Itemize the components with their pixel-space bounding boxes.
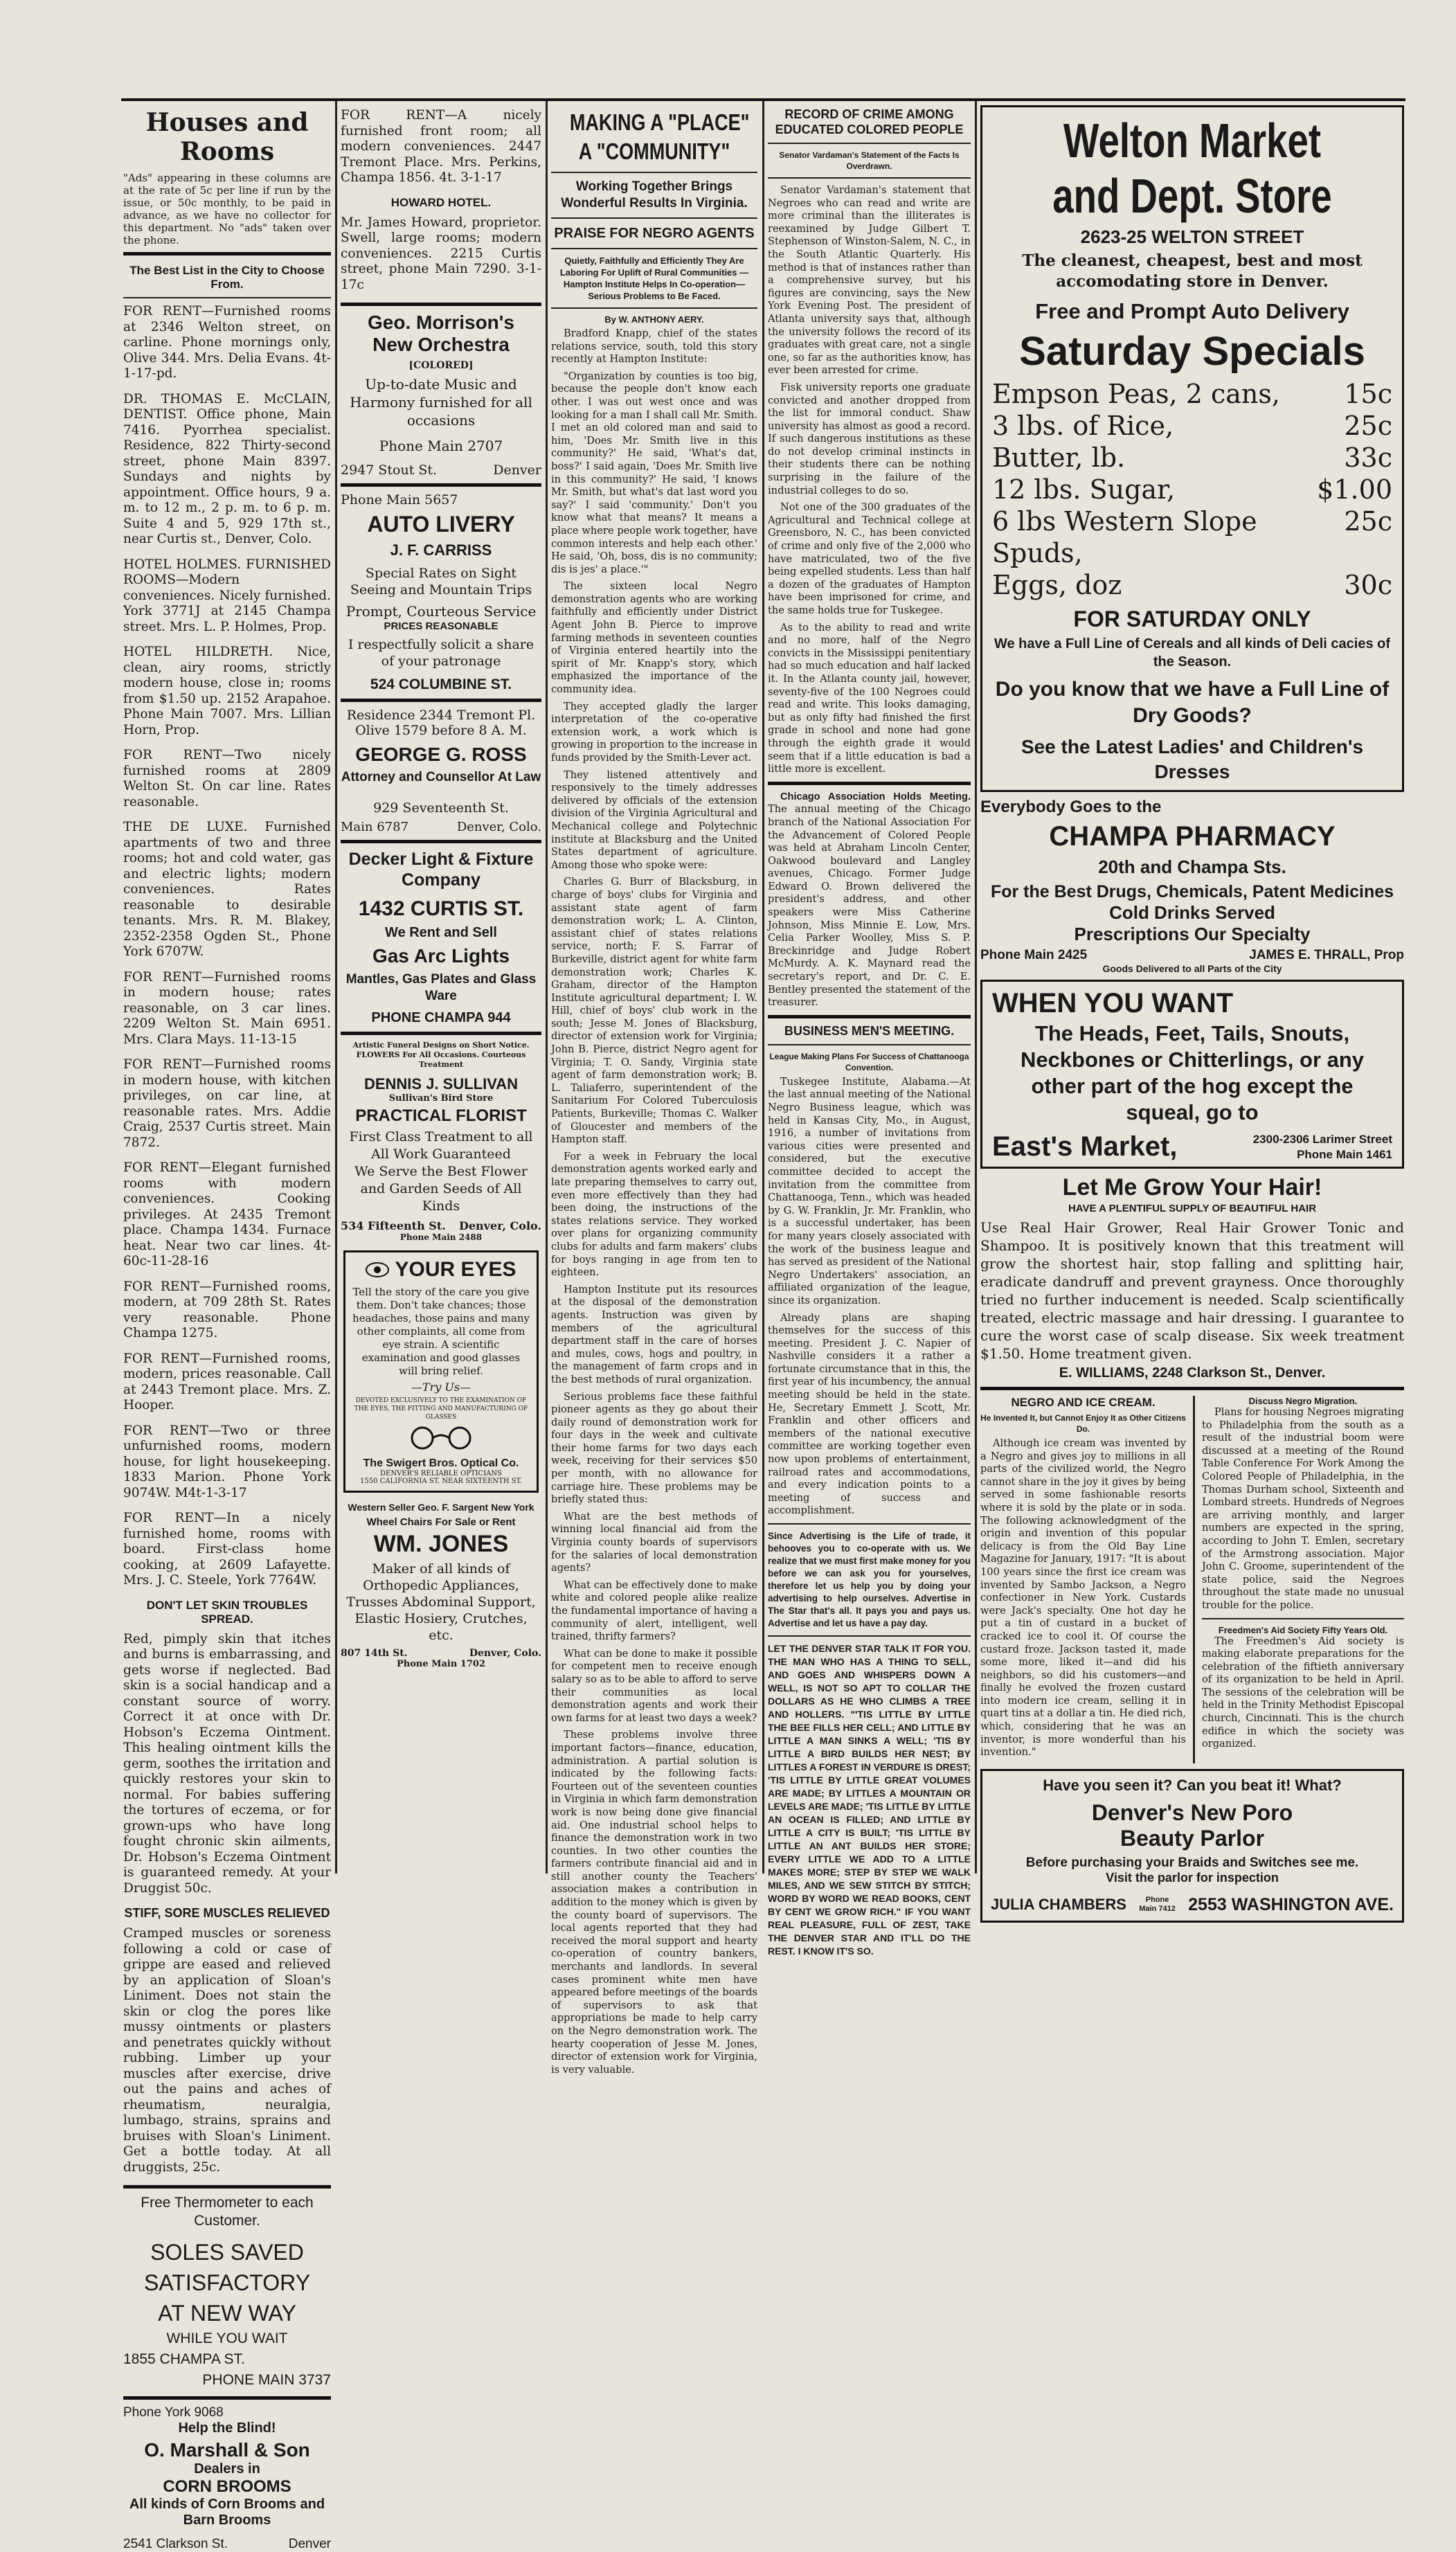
- column-news: [768, 104, 971, 1957]
- listing: HOTEL HOLMES. FURNISHED ROOMS—Modern conveniences. Nicely furnished. York 3771J at 2145 Champa street. Mrs. L. P. Holmes, Prop.: [123, 557, 331, 634]
- champa-phone: Phone Main 2425: [980, 948, 1088, 962]
- decker-line1: We Rent and Sell: [385, 925, 497, 940]
- item-name: 6 lbs Western Slope Spuds,: [992, 506, 1257, 568]
- welton-saturday: FOR SATURDAY ONLY: [1073, 606, 1311, 631]
- marshall-corn: CORN BROOMS: [163, 2477, 291, 2496]
- listing: THE DE LUXE. Furnished apartments of two and three rooms; hot and cold water, gas and electric lights; modern conveniences. Rates reasonable to desirable tenants. Mrs. R. M. Blakey, 2352-2358 Ogden St., Phone York 6707W.: [123, 820, 331, 959]
- poro-ad: [980, 1769, 1404, 1923]
- advert-note: Since Advertising is the Life of trade, it behooves you to co-operate with us. We realize that we must first make money for you before we can ask you for yourselves, therefore let us help you by doing your advertising to help ourselves. Advertise in The Star that's all. It pays you and pays us. Advertise and let us have a pay day.: [768, 1531, 971, 1628]
- rent-top: FOR RENT—A nicely furnished front room; all modern conveniences. 2447 Tremont Place. Mrs. Perkins, Champa 1856. 4t. 3-1-17: [341, 108, 541, 185]
- ross-title: Attorney and Counsellor At Law: [341, 770, 541, 784]
- marshall-addr: 2541 Clarkson St.: [123, 2537, 228, 2551]
- livery-line1: Special Rates on Sight Seeing and Mountain Trips: [350, 566, 532, 597]
- houses-intro: "Ads" appearing in these columns are at the rate of 5c per line if run by the issue, or 50c monthly, to be paid in advance, as we have no collector for this department. No "ads" taken over the phone.: [123, 172, 331, 246]
- eyes-devoted: DEVOTED EXCLUSIVELY TO THE EXAMINATION OF THE EYES, THE FITTING AND MANUFACTURING OF GLASSES: [354, 1397, 528, 1421]
- morrison-name2: New Orchestra: [372, 334, 510, 355]
- listing-group: [123, 304, 331, 1589]
- eyes-sub: DENVER'S RELIABLE OPTICIANS: [380, 1470, 502, 1477]
- decker-line3: Mantles, Gas Plates and Glass Ware: [345, 972, 537, 1003]
- ross-name: GEORGE G. ROSS: [355, 744, 527, 765]
- champa-name: CHAMPA PHARMACY: [1049, 821, 1336, 852]
- column-houses-and-rooms: [123, 104, 331, 2551]
- marshall-name: O. Marshall & Son: [144, 2439, 310, 2461]
- sullivan-line2: All Work Guaranteed: [371, 1147, 511, 1162]
- listing: FOR RENT—Furnished rooms in modern house; rates reasonable, on 3 car lines. 2209 Welton St. Main 6951. Mrs. Clara Mays. 11-13-15: [123, 969, 331, 1047]
- decker-addr: 1432 CURTIS ST.: [358, 897, 524, 920]
- poro-name2: Beauty Parlor: [1120, 1825, 1265, 1851]
- crime-paragraph: Senator Vardaman's statement that Negroes who can read and write are more criminal than the illiterates is reexamined by Judge Gilbert T. Stephenson of Winston-Salem, N. C., in the South Atlantic Quarterly. His method is that of instances rather than a comprehensive survey, but his figures are convincing, says the New York Evening Post. The president of Atlanta university says that, although the university follows the record of its graduates with great care, not a single one, so far as the authorities know, has ever been arrested for crime.: [768, 184, 971, 377]
- listing: FOR RENT—Furnished rooms at 2346 Welton street, on carline. Phone mornings only, Olive 344. Mrs. Delia Evans. 4t-1-17-pd.: [123, 304, 331, 381]
- livery-line3: PRICES REASONABLE: [384, 620, 498, 632]
- champa-rx: Prescriptions Our Specialty: [1074, 924, 1311, 944]
- poro-name1: Denver's New Poro: [1091, 1799, 1293, 1825]
- crime-paragraph: Not one of the 300 graduates of the Agricultural and Technical college at Greensboro, N. C., has been convicted of crime and only five of the 2,000 who have matriculated, two of the five being expelled students. Less than half a dozen of the graduates of Hampton have been imprisoned for crime, and the same holds true for Tuskegee.: [768, 501, 971, 616]
- jones-wheel: Wheel Chairs For Sale or Rent: [366, 1516, 516, 1528]
- column-rule-2: [546, 101, 548, 1873]
- poro-visit: Visit the parlor for inspection: [1106, 1870, 1279, 1885]
- price-row: [992, 569, 1392, 601]
- soles-line: 1855 CHAMPA ST.: [123, 2351, 245, 2367]
- welton-name1: Welton Market: [1063, 114, 1322, 168]
- morrison-ad: [341, 312, 541, 478]
- hair-sub: HAVE A PLENTIFUL SUPPLY OF BEAUTIFUL HAIR: [1068, 1203, 1317, 1214]
- sullivan-ad: [341, 1041, 541, 1242]
- item-price: 25c: [1344, 411, 1392, 441]
- crime-paragraph: As to the ability to read and write and no more, half of the Negro convicts in the Mississippi penitentiary had so much education and half lacked it. In the Atlanta county jail, however, seventy-five of the 100 Negroes could read and write. This looks damaging, but as only fifty had finished the first grade in school and none had gone through the eighth grade it would seem that if a little education is bad a little more is excellent.: [768, 621, 971, 775]
- column-rule-3: [762, 101, 764, 1873]
- sullivan-name: DENNIS J. SULLIVAN: [363, 1075, 519, 1093]
- soles-ad: [123, 2194, 331, 2391]
- livery-addr: 524 COLUMBINE ST.: [370, 676, 512, 692]
- article-paragraph: What can be effectively done to make white and colored people alike realize the fundamental importance of having a community of alert, intelligent, well trained, thrifty farmers?: [551, 1579, 757, 1643]
- poro-addr: 2553 WASHINGTON AVE.: [1188, 1894, 1394, 1914]
- decker-ad: [341, 849, 541, 1026]
- article-paragraph: For a week in February the local demonstration agents worked early and late preparing themselves to carry out, even more effectively than they had been doing, the instructions of the states relations service. They worked over plans for organizing community clubs for adults and farm makers' clubs for boys ranging in age from ten to eighteen.: [551, 1150, 757, 1279]
- soles-line: Free Thermometer to each Customer.: [141, 2195, 314, 2229]
- business-paragraph: Already plans are shaping themselves for the success of this meeting. President J. C. Napier of Nashville considers it a rather a fortunate circumstance that in this, the first year of his incumbency, the annual meeting should be held in the state. He, Secretary Emmett J. Scott, Mr. Franklin and other officers and members of the national executive committee are working together even now upon problems of entertainment, railroad rates and accommodations, and every indication points to a meeting of success and accomplishment.: [768, 1311, 971, 1517]
- champa-cold: Cold Drinks Served: [1109, 902, 1275, 923]
- livery-name: J. F. CARRISS: [390, 541, 492, 559]
- jones-ad: [341, 1501, 541, 1669]
- article-paragraph: What can be done to make it possible for competent men to receive enough salary so as to be able to afford to serve their communities as local demonstration agents and work their own farms for at least two days a week?: [551, 1647, 757, 1724]
- business-deck: League Making Plans For Success of Chattanooga Convention.: [769, 1051, 969, 1072]
- howard-title: HOWARD HOTEL.: [390, 195, 492, 209]
- article-body: [551, 327, 757, 2076]
- howard-text: Mr. James Howard, proprietor. Swell, large rooms; modern conveniences. 2215 Curtis street, phone Main 7290. 3-1-17c: [341, 215, 541, 292]
- headline-2: A "COMMUNITY": [578, 138, 730, 164]
- marshall-kinds: All kinds of Corn Brooms and Barn Brooms: [129, 2497, 325, 2528]
- listing: DR. THOMAS E. McCLAIN, DENTIST. Office phone, Main 7416. Pyorrhea specialist. Residence, 822 Thirty-second street, phone Main 8397. Sundays and nights by appointment. Office hours, 9 a. m. to 12 m., 2 p. m. to 6 p. m. Suite 4 and 5, 929 17th st., near Curtis st., Denver, Colo.: [123, 391, 331, 546]
- listing: FOR RENT—Two nicely furnished rooms at 2809 Welton St. On car line. Rates reasonable.: [123, 748, 331, 809]
- item-price: 30c: [1344, 570, 1392, 600]
- article-paragraph: They listened attentively and responsively to the timely addresses delivered by officials of the extension division of the Virginia Agricultural and Mechanical college and Polytechnic institute at Blacksburg and the United States department of agriculture. Among those who spoke were:: [551, 769, 757, 871]
- price-row: [992, 410, 1392, 442]
- welton-ad: [980, 105, 1404, 792]
- business-title: BUSINESS MEN'S MEETING.: [784, 1023, 955, 1038]
- eyes-addr: 1550 CALIFORNIA ST. NEAR SIXTEENTH ST.: [360, 1477, 522, 1485]
- jones-text: Maker of all kinds of Orthopedic Appliances, Trusses Abdominal Support, Elastic Hosiery, Crutches, etc.: [346, 1561, 536, 1643]
- column-ads: [341, 104, 541, 1876]
- morrison-line1: Up-to-date Music and Harmony furnished for all occasions: [350, 376, 532, 429]
- houses-title: Houses and Rooms: [145, 108, 309, 166]
- deck-2: PRAISE FOR NEGRO AGENTS: [554, 226, 755, 241]
- listing: FOR RENT—In a nicely furnished home, rooms with board. First-class home cooking, at 2609 Lafayette. Mrs. J. C. Steele, York 7764W.: [123, 1511, 331, 1588]
- champa-everybody: Everybody Goes to the: [980, 798, 1162, 816]
- welton-delivery: Free and Prompt Auto Delivery: [1035, 299, 1349, 323]
- column-article-community: [551, 104, 757, 2076]
- sullivan-line1: First Class Treatment to all: [349, 1129, 533, 1144]
- hair-text: Use Real Hair Grower, Real Hair Grower Tonic and Shampoo. It is positively known that this treatment will grow the shortest hair, stop falling and splitting hair, eradicate dandruff and prevent grayness. Once thoroughly tried no further inducement is needed. Scalp scientifically treated, electric massage and hair dressing. I guarantee to cure the worst case of scalp disease. Six week treatment $1.50. Home treatment given.: [980, 1219, 1404, 1362]
- icecream-text: Although ice cream was invented by a Negro and gives joy to millions in all parts of the civilized world, the Negro cannot share in the joy it gives by being served in some fashionable resorts where it is sold by the plate or in soda. The following acknowledgment of the origin and invention of this popular delicacy is from the Old Bay Line Magazine for January, 1917: "It is about 100 years since the first ice cream was invented by Sambo Jackson, a Negro confectioner in New York. Custards were Jack's specialty. One hot day he put a tin of custard in a bucket of cracked ice to cool it. Of course the custard froze. Jackson tasted it, made some more, liked it—and did his neighbors, so did his customers—and finally he evolved the frozen custard into modern ice cream, selling it in quart tins at a dollar a tin. He died rich, which, considering that he was an inventor, is more wonderful than his invention.": [980, 1437, 1186, 1759]
- morrison-addr: 2947 Stout St.: [341, 462, 438, 478]
- best-list: The Best List in the City to Choose From.: [129, 264, 325, 291]
- stiff-text: Cramped muscles or soreness following a cold or case of grippe are eased and relieved by an application of Sloan's Liniment. Does not stain the skin or clog the pores like mussy ointments or plasters and penetrates quickly without rubbing. Limber up your muscles after exercise, drive out the pains and aches of rheumatism, neuralgia, lumbago, strains, sprains and bruises with Sloan's Liniment. Get a bottle today. At all druggists, 25c.: [123, 1926, 331, 2175]
- item-name: Eggs, doz: [992, 570, 1122, 600]
- eyes-try: —Try Us—: [411, 1381, 471, 1394]
- sullivan-line3: We Serve the Best Flower and Garden Seeds of All Kinds: [354, 1164, 528, 1214]
- listing: FOR RENT—Elegant furnished rooms with modern conveniences. Cooking privileges. At 2435 Tremont place. Champa 1434. Furnace heat. Near two car lines. 4t-60c-11-28-16: [123, 1160, 331, 1268]
- eyes-ad: [343, 1250, 539, 1493]
- hair-ad: [980, 1174, 1404, 1381]
- marshall-help: Help the Blind!: [178, 2420, 276, 2436]
- ross-res: Residence 2344 Tremont Pl.: [346, 708, 536, 723]
- welton-name2: and Dept. Store: [1052, 169, 1332, 223]
- chicago-text: The annual meeting of the Chicago branch of the National Association For the Advancement of Colored People was held at Abraham Lincoln Center, Oakwood boulevard and Langley avenues, Chicago. Former Judge Edward O. Brown delivered the president's address, and other speakers were Miss Catherine Johnson, Miss Minnie E. Low, Mrs. Celia Parker Woolley, Miss S. P. Breckinridge and Judge Robert McMurdy. A. K. Maynard read the secretary's report, and Dr. C. E. Bentley presented the statement of the treasurer.: [768, 803, 971, 1009]
- ross-olive: Olive 1579 before 8 A. M.: [355, 723, 527, 738]
- price-row: [992, 442, 1392, 474]
- champa-goods: Goods Delivered to all Parts of the City: [1102, 963, 1282, 974]
- morrison-city: Denver: [493, 462, 541, 478]
- skin-title: DON'T LET SKIN TROUBLES SPREAD.: [146, 1598, 308, 1626]
- article-paragraph: Serious problems face these faithful pioneer agents as they go about their daily round of demonstration work for four days in the week and cultivate their home farms for two days each week, receiving for their services $50 per month, with no allowance for carriage hire. These problems may be briefly stated thus:: [551, 1390, 757, 1506]
- column-rule-1: [335, 101, 337, 1873]
- east-addr1: 2300-2306 Larimer Street: [1252, 1133, 1392, 1146]
- welton-dry: Do you know that we have a Full Line of Dry Goods?: [995, 678, 1390, 727]
- stiff-title: STIFF, SORE MUSCLES RELIEVED: [124, 1906, 330, 1920]
- jones-city: Denver, Colo.: [469, 1648, 541, 1659]
- business-body: [768, 1076, 971, 1518]
- poro-owner: JULIA CHAMBERS: [991, 1896, 1126, 1914]
- listing: FOR RENT—Two or three unfurnished rooms, modern house, for light housekeeping. 1833 Marion. Phone York 9074W. M4t-1-3-17: [123, 1423, 331, 1500]
- listing: FOR RENT—Furnished rooms in modern house, with kitchen privileges, on car line, at reasonable rates. Mrs. Addie Craig, 2537 Curtis street. Main 7872.: [123, 1057, 331, 1150]
- east-when: WHEN YOU WANT: [992, 988, 1234, 1018]
- welton-tag: The cleanest, cheapest, best and most accomodating store in Denver.: [1022, 251, 1363, 291]
- listing: FOR RENT—Furnished rooms, modern, prices reasonable. Call at 2443 Tremont place. Mrs. Z. Hooper.: [123, 1351, 331, 1412]
- article-paragraph: Bradford Knapp, chief of the states relations service, south, told this story recently at Hampton Institute:: [551, 327, 757, 366]
- migration-text: Plans for housing Negroes migrating to Philadelphia from the south as a result of the industrial boom were discussed at a meeting of the Round Table Conference For Work Among the Colored People of Philadelphia, in the Thomas Durham school, Sixteenth and Lombard streets. Hundreds of Negroes are arriving monthly, and larger numbers are expected in the spring, according to John T. Emlen, secretary of the Armstrong association. Major John C. Groome, superintendent of the state police, said the Negroes throughout the state made no unusual trouble for the police.: [1201, 1406, 1404, 1611]
- listing: FOR RENT—Furnished rooms, modern, at 709 28th St. Rates very reasonable. Phone Champa 1275.: [123, 1279, 331, 1340]
- livery-phone: Phone Main 5657: [341, 492, 458, 507]
- article-paragraph: Hampton Institute put its resources at the disposal of the demonstration agents. Instruction was given by members of the agricultural department staff in the care of horses and mules, cows, hogs and poultry, in the management of farm crops and in the best methods of rural organization.: [551, 1283, 757, 1385]
- ross-city: Denver, Colo.: [456, 820, 541, 834]
- crime-paragraph: Fisk university reports one graduate convicted and another dropped from the list for immoral conduct. Shaw university has almost as good a record. If such dangerous institutions as these do not develop criminal instincts in their students there can be nothing surprising in the failure of the industrial colleges to do so.: [768, 381, 971, 496]
- item-price: 15c: [1344, 379, 1392, 409]
- marshall-phone: Phone York 9068: [123, 2405, 224, 2420]
- livery-ad: [341, 492, 541, 693]
- item-name: 3 lbs. of Rice,: [992, 411, 1174, 441]
- east-ad: [980, 980, 1404, 1169]
- item-price: $1.00: [1317, 474, 1392, 505]
- marshall-city: Denver: [288, 2537, 331, 2551]
- price-row: [992, 378, 1392, 410]
- icecream-story: [980, 1396, 1186, 1763]
- welton-addr: 2623-25 WELTON STREET: [1080, 226, 1304, 247]
- article-paragraph: What are the best methods of winning local financial aid from the Virginia county boards of supervisors for the salaries of local demonstration agents?: [551, 1510, 757, 1574]
- decker-name: Decker Light & Fixture Company: [348, 850, 534, 890]
- marshall-dealers: Dealers in: [194, 2461, 260, 2477]
- champa-addr: 20th and Champa Sts.: [1098, 856, 1286, 877]
- article-paragraph: The sixteen local Negro demonstration agents who are working faithfully and efficiently under District Agent John B. Pierce to improve farming methods in seventeen counties of Virginia entered heartily into the spirit of Mr. Knapp's story, which emphasized the importance of the community idea.: [551, 580, 757, 696]
- migration-story: [1202, 1396, 1404, 1763]
- skin-text: Red, pimply skin that itches and burns is embarrassing, and gets worse if neglected. Bad skin is a social handicap and a constant source of worry. Correct it at once with Dr. Hobson's Eczema Ointment. This healing ointment kills the germ, soothes the irritation and quickly restores your skin to normal. For babies suffering the tortures of eczema, or for grown-ups who have long fought chronic skin ailments, Dr. Hobson's Eczema Ointment is guaranteed remedy. At your Druggist 50c.: [123, 1631, 331, 1896]
- freed-title: Freedmen's Aid Society Fifty Years Old.: [1218, 1624, 1388, 1635]
- item-name: Butter, lb.: [992, 442, 1126, 473]
- sullivan-sub: Sullivan's Bird Store: [388, 1093, 494, 1104]
- jones-seller: Western Seller Geo. F. Sargent New York: [348, 1502, 534, 1513]
- sullivan-city: Denver, Colo.: [458, 1219, 541, 1232]
- champa-ad: [980, 798, 1404, 974]
- champa-drugs: For the Best Drugs, Chemicals, Patent Medicines: [990, 882, 1394, 901]
- soles-line: PHONE MAIN 3737: [202, 2372, 331, 2388]
- hair-title: Let Me Grow Your Hair!: [1062, 1174, 1322, 1201]
- soles-line: WHILE YOU WAIT: [166, 2330, 288, 2346]
- article-paragraph: Charles G. Burr of Blacksburg, in charge of boys' clubs for Virginia and assistant state agent of farm demonstration work; L. A. Clinton, assistant chief of states relations service, north; F. S. Farrar of Burkeville, district agent for white farm demonstration work; Charles K. Graham, director of the Hampton Institute agricultural department; I. W. Hill, chief of boys' club work in the south; Jesse M. Jones of Blacksburg, director of extension work for Virginia; John B. Pierce, district Negro agent for Virginia; T. O. Sandy, Virginia state agent of farm demonstration work; B. L. Taliaferro, superintendent of the Sanitarium For Colored Tuberculosis Patients, Burkeville; Thomas C. Walker of Gloucester and members of the Hampton staff.: [551, 876, 757, 1146]
- soles-line: SOLES SAVED: [150, 2240, 304, 2265]
- column-display-ads: [980, 104, 1404, 1914]
- icecream-deck: He Invented It, but Cannot Enjoy It as Other Citizens Do.: [980, 1413, 1186, 1434]
- news-two-col: [980, 1396, 1404, 1763]
- sullivan-phone: Phone Main 2488: [399, 1232, 483, 1242]
- chicago-title: Chicago Association Holds Meeting.: [780, 791, 971, 802]
- poro-before: Before purchasing your Braids and Switches see me.: [1025, 1855, 1359, 1870]
- decker-phone: PHONE CHAMPA 944: [371, 1010, 511, 1025]
- price-row: [992, 505, 1392, 569]
- poro-phone: Phone Main 7412: [1139, 1896, 1176, 1914]
- sullivan-addr: 534 Fifteenth St.: [341, 1219, 446, 1232]
- deck-1: Working Together Brings Wonderful Results In Virginia.: [561, 179, 748, 210]
- jones-addr: 807 14th St.: [341, 1648, 408, 1659]
- article-paragraph: These problems involve three important factors—finance, education, administration. A partial solution is indicated by the following facts: Fourteen out of the seventeen counties in Virginia in which farm demonstration work is now being done give financial aid. One industrial school helps to finance the demonstration work in two counties. In two other counties the farmers contribute financial aid and in still another county the Teachers' association makes a contribution in addition to the money which is given by the county board of supervisors. The local agents reported that they had received the moral support and hearty co-operation of country bankers, merchants and landlords. In several cases prominent white men have appeared before meetings of the boards of supervisors to ask that appropriations be made to help carry on the Negro demonstration work. The hearty cooperation of Jesse M. Jones, director of extension work for Virginia, is very valuable.: [551, 1729, 757, 2076]
- business-paragraph: Tuskegee Institute, Alabama.—At the last annual meeting of the National Negro Business league, which was held in Kansas City, Mo., in August, 1916, a number of invitations from various cities were presented and considered, but the executive committee decided to accept the invitation from the committee from Chattanooga, Tenn., which was headed by G. W. Franklin, Jr. Mr. Franklin, who is a successful undertaker, has been for many years closely associated with the work of the business league and has served as president of the National Negro Undertakers' association, an affiliated organization of the league, since its organization.: [768, 1075, 971, 1306]
- crime-body: [768, 184, 971, 776]
- price-list: [992, 378, 1392, 601]
- item-name: 12 lbs. Sugar,: [992, 474, 1176, 505]
- eyes-title: YOUR EYES: [395, 1258, 516, 1281]
- eyes-text: Tell the story of the care you give them. Don't take chances; those headaches, those pains and many other complaints, all come from eye strain. A scientific examination and good glasses will bring relief.: [352, 1286, 530, 1377]
- livery-line4: I respectfully solicit a share of your patronage: [348, 637, 534, 669]
- east-name: East's Market,: [992, 1131, 1178, 1162]
- star-poem: LET THE DENVER STAR TALK IT FOR YOU. THE MAN WHO HAS A THING TO SELL, AND GOES AND WHISPERS DOWN A WELL, IS NOT SO APT TO COLLAR THE DOLLARS AS HE WHO CLIMBS A TREE AND HOLLERS. "'TIS LITTLE BY LITTLE THE BEE FILLS HER CELL; AND LITTLE BY LITTLE A MAN SINKS A WELL; 'TIS BY LITTLE A BIRD BUILDS HER NEST; BY LITTLES A FOREST IN VERDURE IS DREST; 'TIS LITTLE BY LITTLE GREAT VOLUMES ARE MADE; BY LITTLES A MOUNTAIN OR LEVELS ARE MADE; 'TIS LITTLE BY LITTLE AN OCEAN IS FILLED; AND LITTLE BY LITTLE A CITY IS BUILT; 'TIS LITTLE BY LITTLE AN ANT BUILDS HER STORE; EVERY LITTLE WE ADD TO A LITTLE MAKES MORE; STEP BY STEP WE WALK MILES, AND WE SEW STITCH BY STITCH; WORD BY WORD WE READ BOOKS, CENT BY CENT WE GROW RICH." IF YOU WANT REAL PLEASURE, FULL OF ZEST, TAKE THE DENVER STAR AND IT'LL DO THE REST. I KNOW IT'S SO.: [768, 1643, 971, 1957]
- eyes-company: The Swigert Bros. Optical Co.: [363, 1457, 519, 1469]
- jones-name: WM. JONES: [373, 1531, 509, 1557]
- sullivan-title: PRACTICAL FLORIST: [355, 1106, 527, 1125]
- price-row: [992, 474, 1392, 505]
- marshall-ad: [123, 2405, 331, 2552]
- column-rule-4: [975, 101, 977, 1873]
- ross-main: Main 6787: [341, 820, 409, 834]
- welton-specials: Saturday Specials: [1019, 329, 1365, 374]
- east-addr2: Phone Main 1461: [1297, 1148, 1392, 1161]
- crime-title: RECORD OF CRIME AMONG EDUCATED COLORED PEOPLE: [775, 107, 964, 136]
- headline-1: MAKING A "PLACE": [569, 109, 750, 135]
- item-price: 25c: [1344, 506, 1392, 537]
- article-paragraph: They accepted gladly the larger interpretation of the co-operative extension work, a work which is growing in proportion to the increase in funds provided by the Smith-Lever act.: [551, 700, 757, 764]
- byline: By W. ANTHONY AERY.: [604, 314, 704, 325]
- chicago-section: [768, 791, 971, 1009]
- east-text: The Heads, Feet, Tails, Snouts, Neckbones or Chitterlings, or any other part of the hog except the squeal, go to: [1020, 1021, 1365, 1124]
- morrison-phone: Phone Main 2707: [379, 438, 503, 454]
- item-price: 33c: [1344, 442, 1392, 473]
- soles-line: AT NEW WAY: [158, 2301, 296, 2326]
- livery-line2: Prompt, Courteous Service: [345, 603, 537, 620]
- item-name: Empson Peas, 2 cans,: [992, 379, 1280, 409]
- sullivan-notice: Artistic Funeral Designs on Short Notice. FLOWERS For All Occasions. Courteous Treatment: [352, 1041, 530, 1069]
- morrison-name1: Geo. Morrison's: [367, 312, 515, 333]
- ross-ad: [341, 708, 541, 834]
- deck-3: Quietly, Faithfully and Efficiently They Are Laboring For Uplift of Rural Communities — Hampton Institute Helps In Co-operation—Serious Problems to Be Faced.: [559, 255, 749, 301]
- eyeglasses-icon: [403, 1426, 479, 1450]
- poro-seen: Have you seen it? Can you beat it! What?: [1043, 1776, 1342, 1794]
- crime-deck: Senator Vardaman's Statement of the Facts Is Overdrawn.: [779, 150, 960, 171]
- hair-sign: E. WILLIAMS, 2248 Clarkson St., Denver.: [1059, 1365, 1326, 1381]
- jones-phone: Phone Main 1702: [396, 1659, 486, 1669]
- icecream-title: NEGRO AND ICE CREAM.: [1011, 1396, 1156, 1409]
- ross-addr: 929 Seventeenth St.: [373, 800, 509, 816]
- listing: HOTEL HILDRETH. Nice, clean, airy rooms, strictly modern house, close in; rooms from $1.50 up. 2152 Arapahoe. Phone Main 7007. Mrs. Lillian Horn, Prop.: [123, 645, 331, 737]
- soles-line: SATISFACTORY: [143, 2270, 311, 2295]
- article-paragraph: "Organization by counties is too big, because the people don't know each other. I was out west once and was looking for a man I shall call Mr. Smith. I met an old colored man and said to him, 'Does Mr. Smith live in this community?' He said, 'What's dat, boss?' I said again, 'Does Mr. Smith live in this community?' He said, 'I knows Mr. Smith, but what's dat last word you say?' I said 'community.' Don't you know what that means? It means a place where people work together, have common interests and help each other.' He said, 'Oh, boss, dis is no community; dis is jes' a place.'": [551, 370, 757, 575]
- decker-line2: Gas Arc Lights: [372, 945, 510, 967]
- migration-title: Discuss Negro Migration.: [1248, 1396, 1358, 1406]
- champa-prop: JAMES E. THRALL, Prop: [1249, 948, 1404, 962]
- welton-latest: See the Latest Ladies' and Children's Dresses: [1021, 736, 1364, 782]
- morrison-colored: [COLORED]: [408, 360, 474, 371]
- eye-icon: [366, 1262, 389, 1277]
- freed-text: The Freedmen's Aid society is making elaborate preparations for the celebration of the fiftieth anniversary of its organization to be held in April. The sessions of the celebration will be held in the Trinity Methodist Episcopal church, Cincinnati. This is the church edifice in which the society was organized.: [1201, 1635, 1404, 1750]
- welton-cereals: We have a Full Line of Cereals and all kinds of Deli cacies of the Season.: [994, 636, 1391, 670]
- livery-title: AUTO LIVERY: [367, 512, 515, 537]
